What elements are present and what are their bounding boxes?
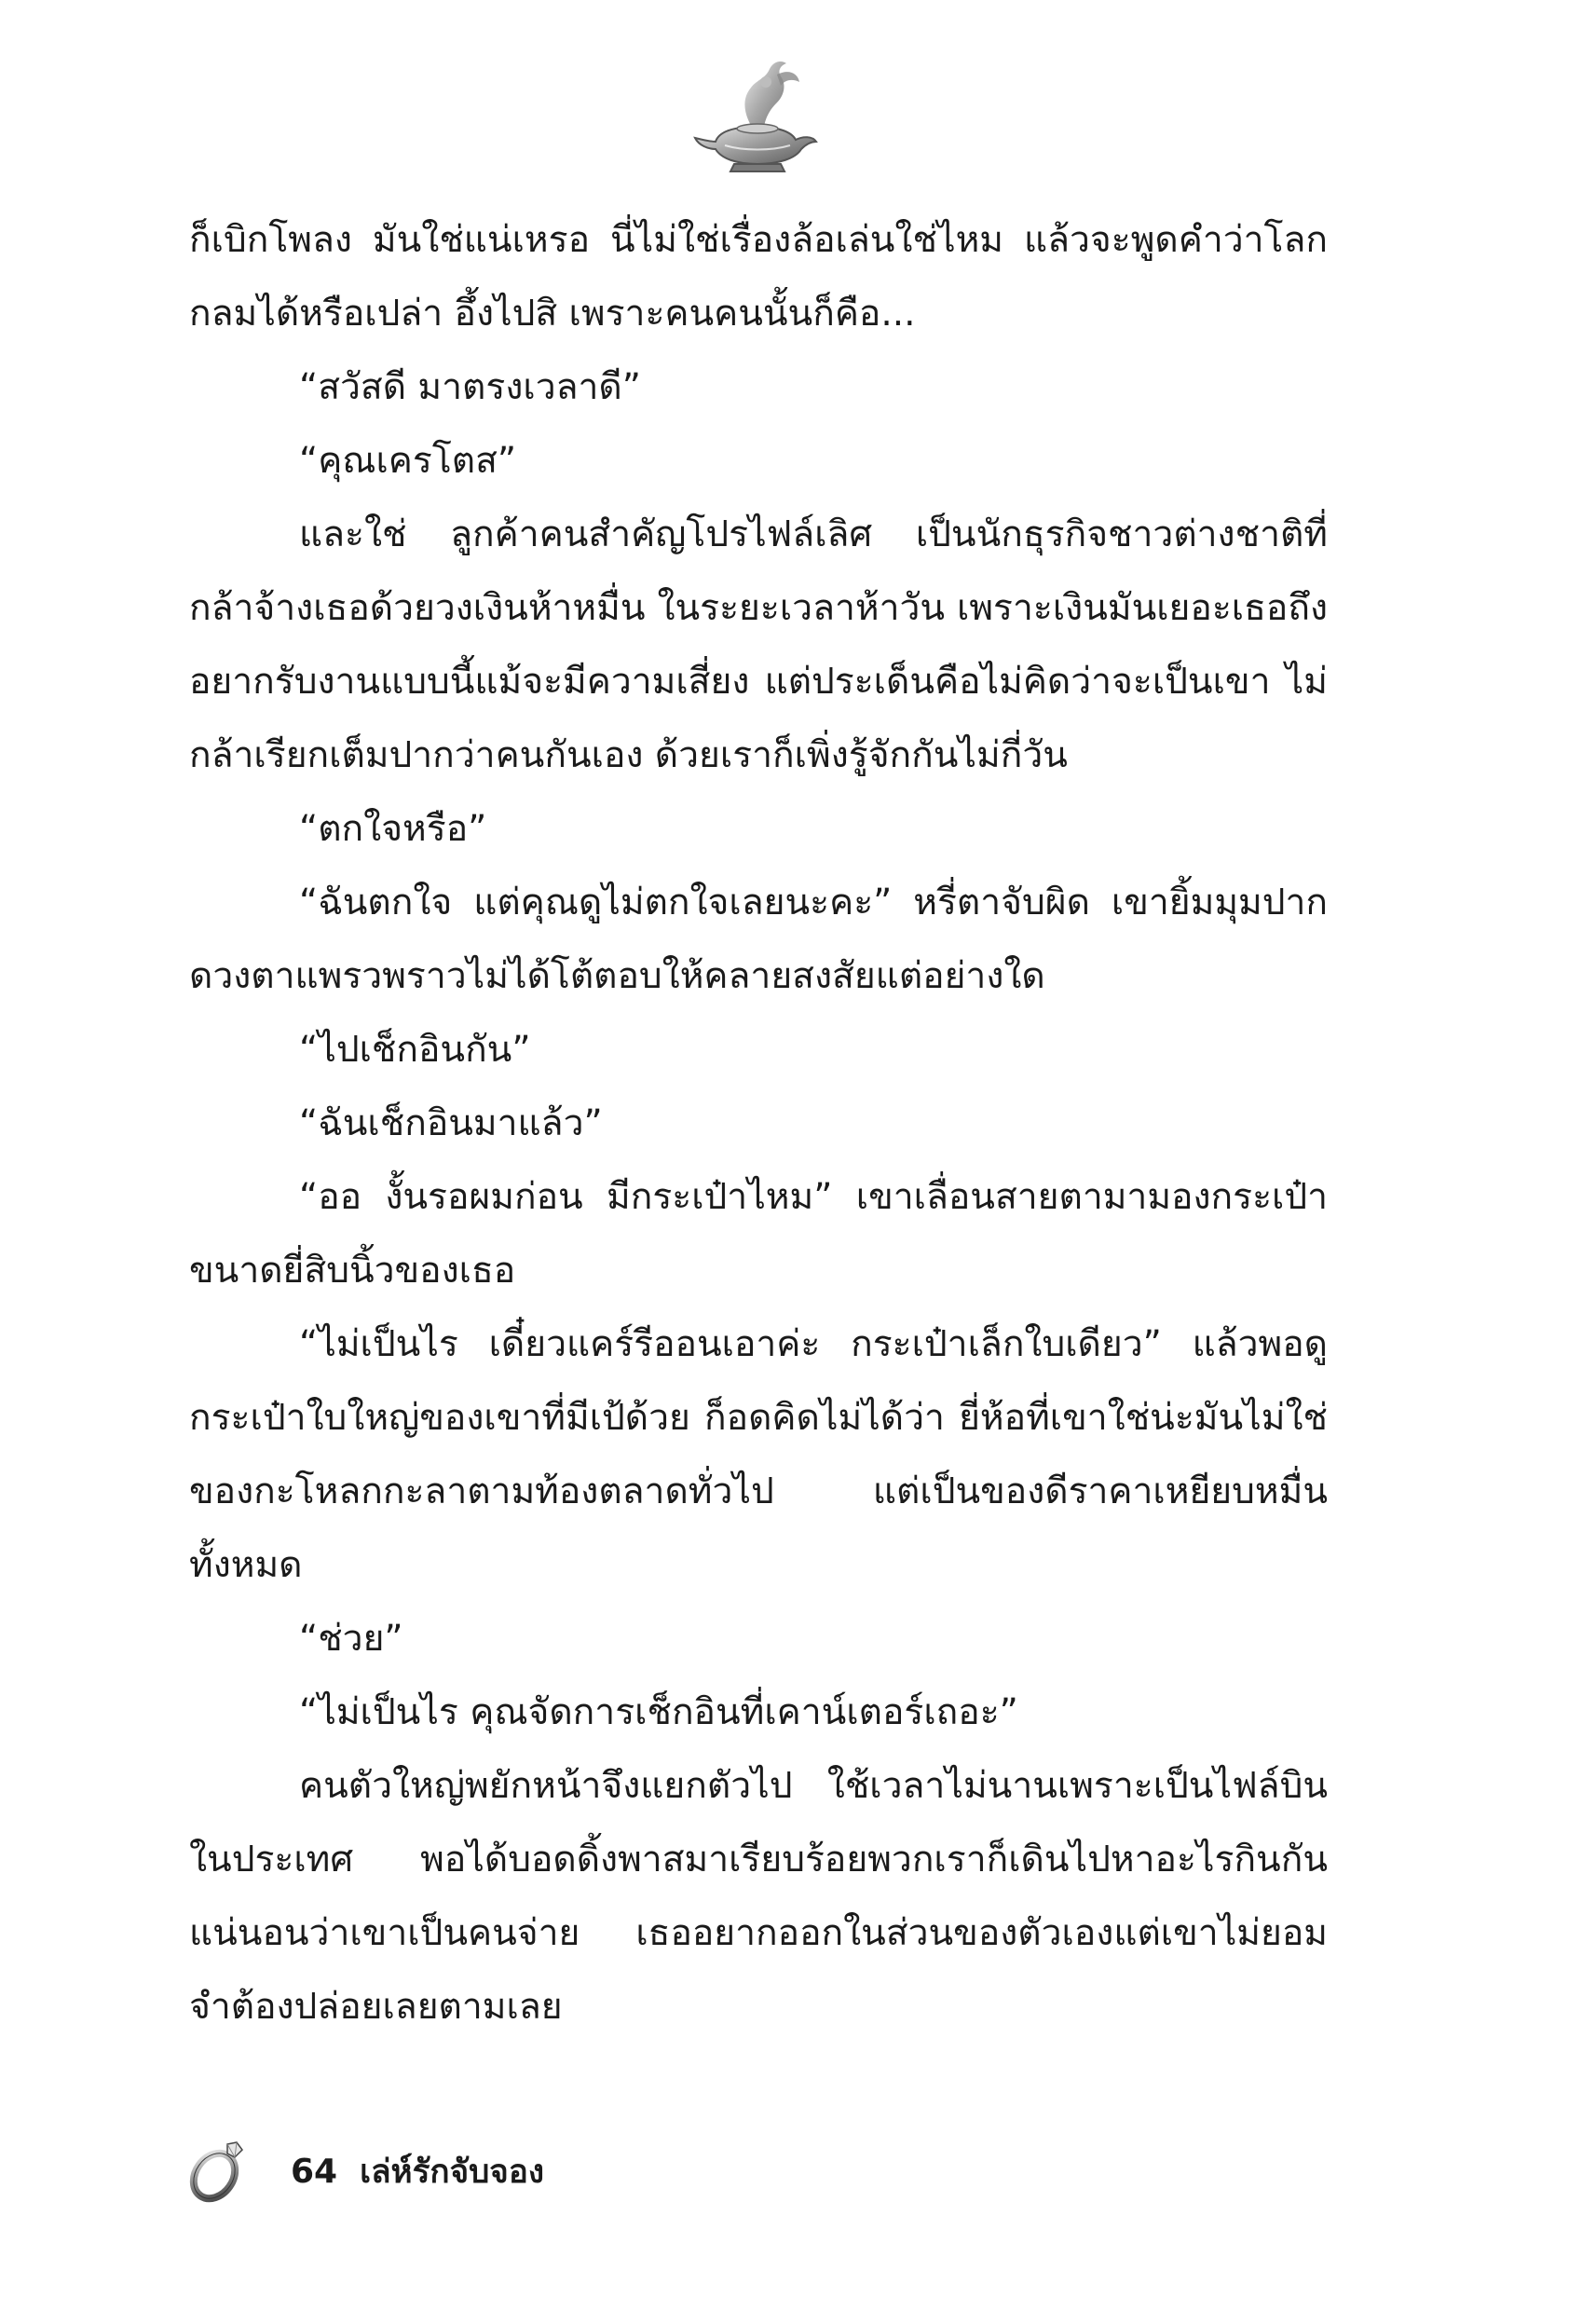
paragraph-4: และใช่ ลูกค้าคนสำคัญโปรไฟล์เลิศ เป็นนักธุรกิจชาวต่างชาติที่กล้าจ้างเธอด้วยวงเงินห้าหมื่น ในระยะเวลาห้าวัน เพราะเงินมันเยอะเธอถึงอยากรับงานแบบนี้แม้จะมีความเสี่ยง แต่ประเด็นคือไม่คิดว่าจะเป็นเขา ไม่กล้าเรียกเต็มปากว่าคนกันเอง ด้วยเราก็เพิ่งรู้จักกันไม่กี่วัน xyxy=(189,513,1328,776)
paragraph-7: “ไปเช็กอินกัน” xyxy=(299,1029,531,1071)
genie-lamp-icon xyxy=(688,56,827,177)
page-number: 64 xyxy=(291,2152,338,2191)
body-text xyxy=(189,203,1328,2044)
paragraph-5: “ตกใจหรือ” xyxy=(299,808,487,850)
paragraph-8: “ฉันเช็กอินมาแล้ว” xyxy=(299,1102,603,1144)
paragraph-12: “ไม่เป็นไร คุณจัดการเช็กอินที่เคาน์เตอร์เถอะ” xyxy=(299,1691,1018,1733)
paragraph-2: “สวัสดี มาตรงเวลาดี” xyxy=(299,366,641,408)
paragraph-3: “คุณเครโตส” xyxy=(299,440,517,482)
paragraph-1: ก็เบิกโพลง มันใช่แน่เหรอ นี่ไม่ใช่เรื่องล้อเล่นใช่ไหม แล้วจะพูดคำว่าโลกกลมได้หรือเปล่า อึ้งไปสิ เพราะคนคนนั้นก็คือ... xyxy=(189,219,1328,335)
paragraph-11: “ช่วย” xyxy=(299,1618,403,1660)
diamond-ring-icon xyxy=(186,2139,252,2204)
paragraph-9: “ออ งั้นรอผมก่อน มีกระเป๋าไหม” เขาเลื่อนสายตามามองกระเป๋าขนาดยี่สิบนิ้วของเธอ xyxy=(189,1176,1328,1292)
paragraph-13: คนตัวใหญ่พยักหน้าจึงแยกตัวไป ใช้เวลาไม่นานเพราะเป็นไฟล์บินในประเทศ พอได้บอดดิ้งพาสมาเรียบร้อยพวกเราก็เดินไปหาอะไรกินกัน แน่นอนว่าเขาเป็นคนจ่าย เธออยากออกในส่วนของตัวเองแต่เขาไม่ยอม จำต้องปล่อยเลยตามเลย xyxy=(189,1765,1328,2028)
paragraph-6: “ฉันตกใจ แต่คุณดูไม่ตกใจเลยนะคะ” หรี่ตาจับผิด เขายิ้มมุมปาก ดวงตาแพรวพราวไม่ได้โต้ตอบให้คลายสงสัยแต่อย่างใด xyxy=(189,882,1328,997)
book-title: เล่ห์รักจับจอง xyxy=(360,2153,544,2191)
page-footer xyxy=(186,2134,544,2208)
paragraph-10: “ไม่เป็นไร เดี๋ยวแคร์รีออนเอาค่ะ กระเป๋าเล็กใบเดียว” แล้วพอดูกระเป๋าใบใหญ่ของเขาที่มีเป้ด้วย ก็อดคิดไม่ได้ว่า ยี่ห้อที่เขาใช่น่ะมันไม่ใช่ของกะโหลกกะลาตามท้องตลาดทั่วไป แต่เป็นของดีราคาเหยียบหมื่นทั้งหมด xyxy=(189,1323,1328,1586)
